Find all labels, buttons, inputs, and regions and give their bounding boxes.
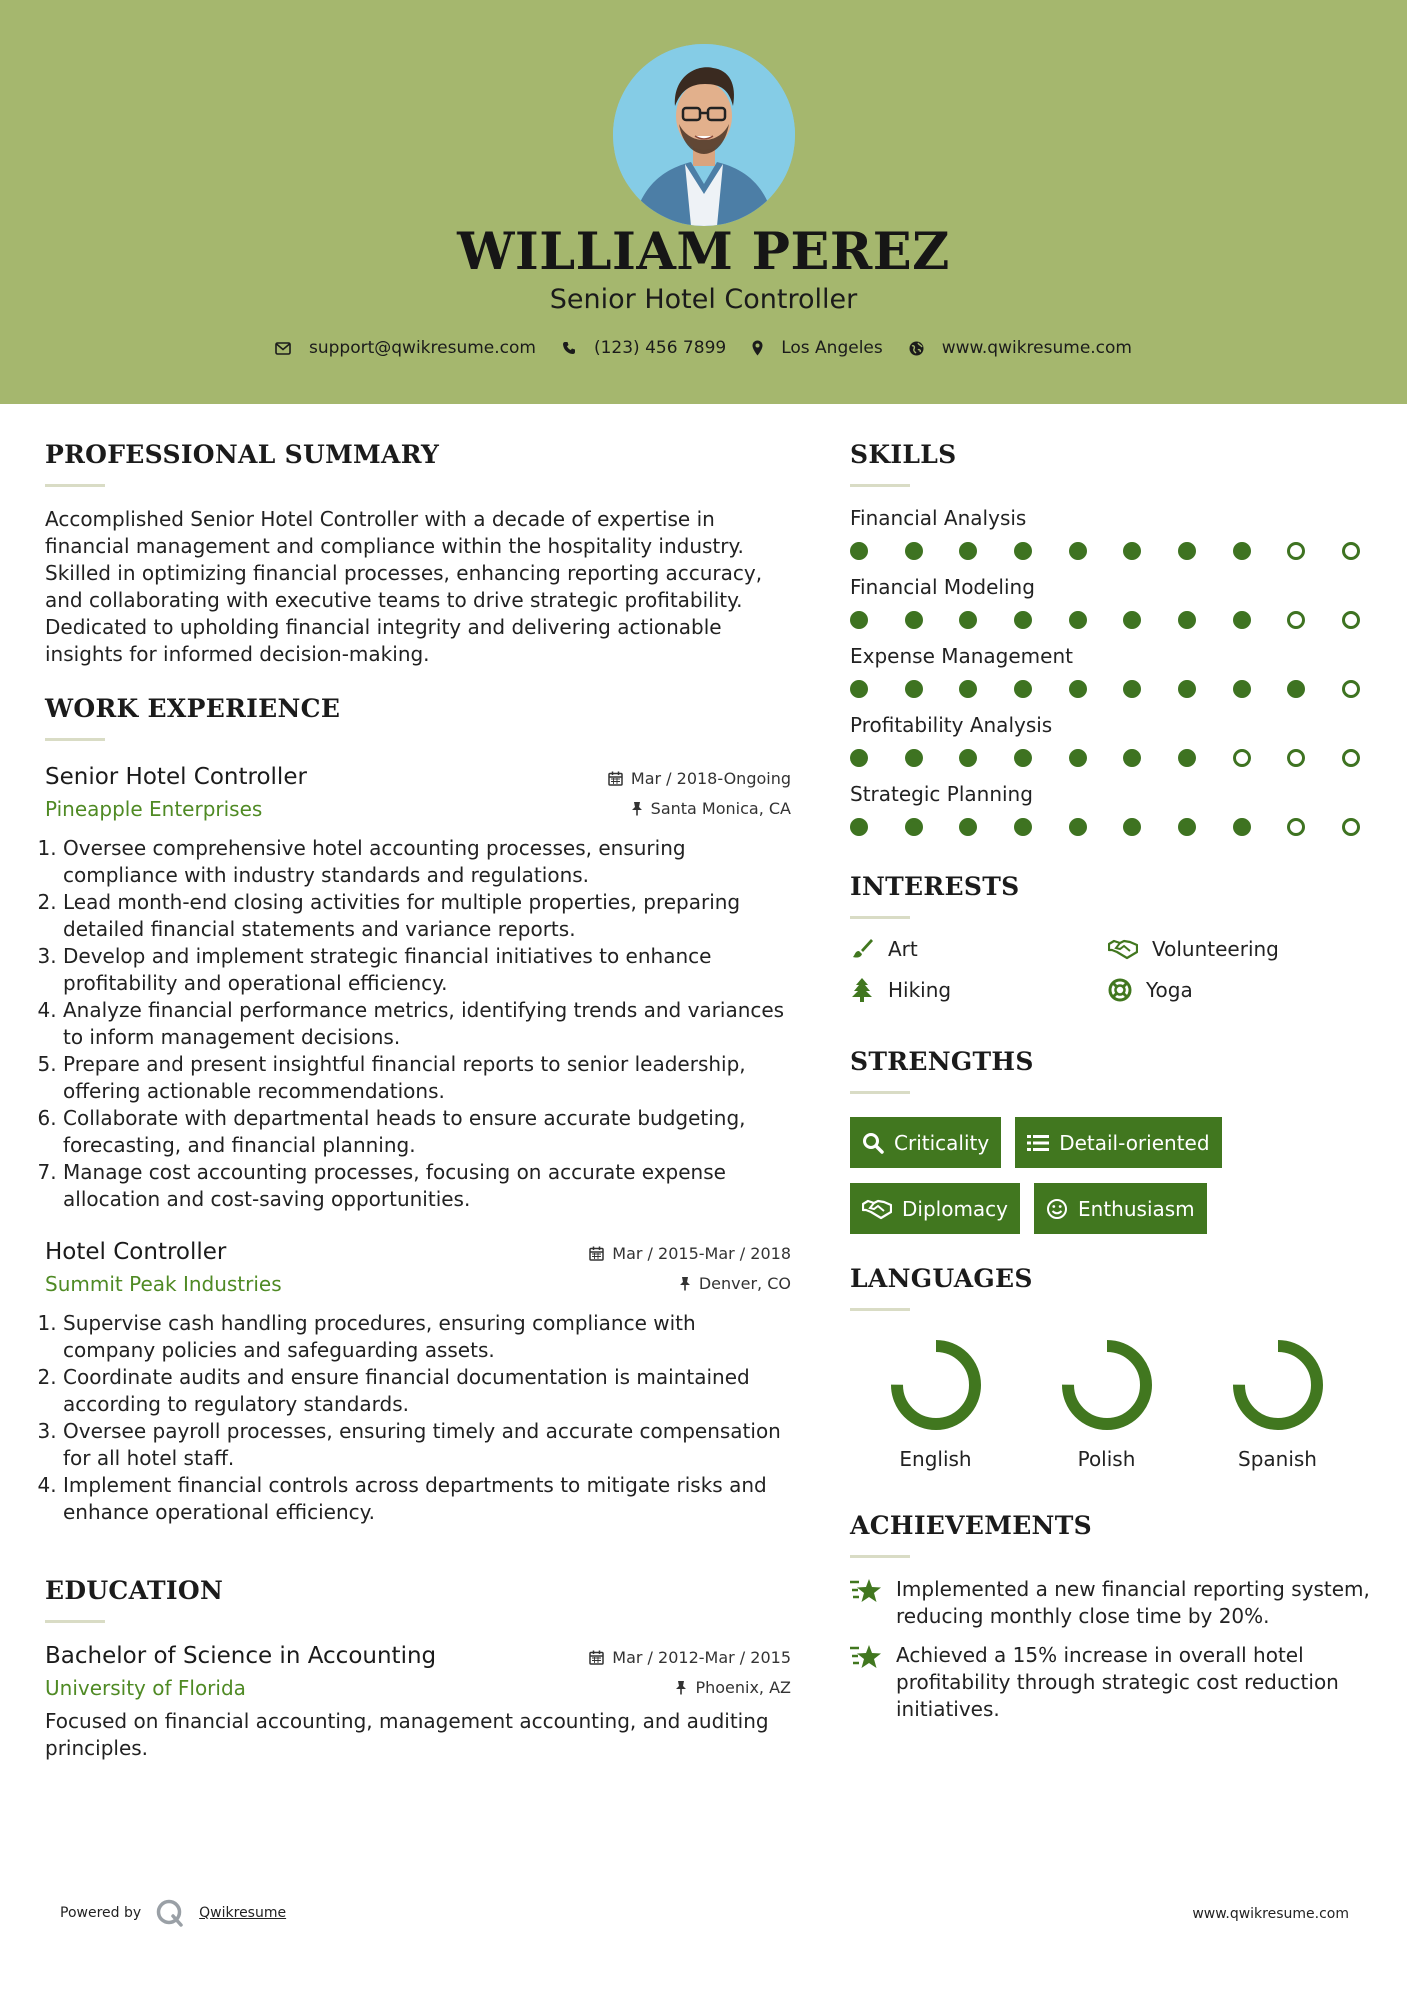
skill-dot-filled (1178, 542, 1196, 560)
languages-list (850, 1339, 1370, 1471)
strength-label: Enthusiasm (1078, 1196, 1195, 1221)
qwikresume-link[interactable]: Qwikresume (199, 1905, 287, 1921)
strengths-heading: STRENGTHS (850, 1047, 1034, 1076)
job-dates (589, 1244, 791, 1263)
skill-dot-empty (1233, 749, 1251, 767)
skill-name: Financial Analysis (850, 506, 1027, 530)
profile-photo (613, 44, 795, 226)
strength-badge (850, 1117, 1001, 1168)
pushpin-icon (679, 1276, 691, 1291)
skill-dot-filled (905, 611, 923, 629)
skill-name: Financial Modeling (850, 575, 1035, 599)
skill-name: Strategic Planning (850, 782, 1033, 806)
job-title: Hotel Controller (45, 1239, 227, 1265)
summary-heading: PROFESSIONAL SUMMARY (45, 440, 440, 469)
section-divider (45, 738, 105, 741)
handshake-icon (862, 1198, 892, 1220)
education-subheader (45, 1676, 791, 1700)
calendar-icon (589, 1246, 604, 1261)
skill-dot-filled (850, 611, 868, 629)
candidate-title: Senior Hotel Controller (549, 284, 858, 315)
skill-dot-filled (1123, 611, 1141, 629)
footer-branding (60, 1898, 286, 1928)
skill-dot-filled (1014, 749, 1032, 767)
contact-website[interactable] (909, 338, 1132, 358)
skills-heading: SKILLS (850, 440, 957, 469)
interest-label: Yoga (1146, 978, 1193, 1002)
right-column (850, 440, 1370, 1723)
footer-website[interactable]: www.qwikresume.com (1192, 1906, 1349, 1922)
education-location (675, 1678, 791, 1697)
interests-section (850, 872, 1370, 1003)
job-entry (45, 1239, 791, 1526)
contact-location-text: Los Angeles (781, 338, 883, 358)
skill-dot-filled (850, 680, 868, 698)
skill-dot-filled (905, 542, 923, 560)
search-icon (862, 1132, 884, 1154)
skill-dot-filled (905, 749, 923, 767)
list-item: 2. Lead month-end closing activities for multiple properties, preparing detailed financial statements and variance reports. (63, 889, 791, 943)
skill-name: Expense Management (850, 644, 1073, 668)
achievements-heading: ACHIEVEMENTS (850, 1511, 1092, 1540)
pushpin-icon (675, 1680, 687, 1695)
language-progress-ring (1232, 1339, 1324, 1431)
list-item: 3. Develop and implement strategic financial initiatives to enhance profitability and operational efficiency. (63, 943, 791, 997)
skill-dot-empty (1287, 818, 1305, 836)
contact-phone[interactable] (562, 338, 726, 358)
education-header (45, 1643, 791, 1669)
skill-dot-filled (1178, 818, 1196, 836)
list-item: 3. Oversee payroll processes, ensuring timely and accurate compensation for all hotel staff. (63, 1418, 791, 1472)
summary-text: Accomplished Senior Hotel Controller with a decade of expertise in financial management and compliance within the hospitality industry. Skilled in optimizing financial processes, enhancing reporting accuracy, and collaborating with executive teams to drive strategic profitability. Dedicated to upholding financial integrity and delivering actionable insights for informed decision-making. (45, 507, 763, 666)
section-divider (850, 484, 910, 487)
skill-rating (850, 611, 1360, 629)
interest-item (850, 937, 1108, 961)
skill-dot-filled (959, 818, 977, 836)
degree-title: Bachelor of Science in Accounting (45, 1643, 437, 1669)
skill-rating (850, 818, 1360, 836)
strength-label: Diplomacy (902, 1196, 1009, 1221)
list-item: 6. Collaborate with departmental heads to ensure accurate budgeting, forecasting, and financial planning. (63, 1105, 791, 1159)
job-dates (608, 769, 791, 788)
section-divider (850, 1555, 910, 1558)
job-entry (45, 764, 791, 1213)
powered-by-label: Powered by (60, 1905, 142, 1921)
left-column (45, 440, 791, 1762)
interests-heading: INTERESTS (850, 872, 1020, 901)
job-subheader (45, 797, 791, 821)
interest-label: Volunteering (1152, 937, 1279, 961)
skill-dot-filled (1069, 680, 1087, 698)
skill-item (850, 575, 1370, 629)
skill-dot-filled (1233, 818, 1251, 836)
globe-icon (909, 341, 924, 356)
language-name: English (899, 1447, 972, 1471)
skill-dot-empty (1342, 749, 1360, 767)
languages-heading: LANGUAGES (850, 1264, 1033, 1293)
skill-dot-empty (1342, 680, 1360, 698)
calendar-icon (589, 1650, 604, 1665)
strength-badge (850, 1183, 1020, 1234)
achievement-item (850, 1642, 1370, 1723)
skill-dot-filled (1123, 542, 1141, 560)
education-section (45, 1576, 791, 1762)
skill-dot-filled (1287, 680, 1305, 698)
skill-dot-filled (905, 680, 923, 698)
skill-dot-filled (1123, 749, 1141, 767)
education-location-text: Phoenix, AZ (695, 1678, 791, 1697)
job-dates-text: Mar / 2015-Mar / 2018 (612, 1244, 791, 1263)
job-header (45, 764, 791, 790)
section-divider (850, 1091, 910, 1094)
list-item: 7. Manage cost accounting processes, focusing on accurate expense allocation and cost-saving opportunities. (63, 1159, 791, 1213)
job-location (631, 799, 791, 818)
achievement-text: Implemented a new financial reporting system, reducing monthly close time by 20%. (896, 1577, 1370, 1628)
achievements-list (850, 1576, 1370, 1723)
strength-label: Criticality (894, 1130, 990, 1155)
duties-list (45, 835, 791, 1213)
strengths-list (850, 1117, 1370, 1234)
language-name: Spanish (1238, 1447, 1317, 1471)
paintbrush-icon (850, 937, 874, 961)
skill-dot-filled (1178, 749, 1196, 767)
phone-icon (562, 341, 576, 355)
skill-item (850, 713, 1370, 767)
skill-rating (850, 680, 1360, 698)
skill-dot-filled (850, 818, 868, 836)
skill-dot-filled (1069, 611, 1087, 629)
experience-section (45, 694, 791, 1526)
star-icon (850, 1578, 882, 1604)
job-location-text: Denver, CO (698, 1274, 791, 1293)
qwikresume-logo-icon (155, 1898, 185, 1928)
strength-label: Detail-oriented (1059, 1130, 1210, 1155)
calendar-icon (608, 771, 623, 786)
skill-name: Profitability Analysis (850, 713, 1053, 737)
education-dates-text: Mar / 2012-Mar / 2015 (612, 1648, 791, 1667)
skill-item (850, 782, 1370, 836)
strength-badge (1015, 1117, 1221, 1168)
skill-dot-filled (1014, 611, 1032, 629)
skill-dot-filled (959, 611, 977, 629)
duties-list (45, 1310, 791, 1526)
company-name: Summit Peak Industries (45, 1272, 282, 1296)
achievement-text: Achieved a 15% increase in overall hotel profitability through strategic cost reduction initiatives. (896, 1643, 1339, 1721)
job-subheader (45, 1272, 791, 1296)
school-name: University of Florida (45, 1676, 246, 1700)
list-item: 4. Analyze financial performance metrics, identifying trends and variances to inform management decisions. (63, 997, 791, 1051)
skill-dot-filled (850, 542, 868, 560)
skill-dot-filled (1069, 749, 1087, 767)
envelope-icon (275, 342, 291, 355)
skill-dot-filled (1014, 542, 1032, 560)
section-divider (850, 916, 910, 919)
pushpin-icon (631, 801, 643, 816)
skill-dot-filled (1178, 611, 1196, 629)
skill-dot-filled (1233, 680, 1251, 698)
skill-dot-empty (1342, 818, 1360, 836)
skill-item (850, 506, 1370, 560)
skill-dot-empty (1287, 611, 1305, 629)
interest-item (1108, 977, 1348, 1003)
skill-dot-filled (1178, 680, 1196, 698)
section-divider (45, 484, 105, 487)
language-item (1192, 1339, 1363, 1471)
interest-item (850, 977, 1108, 1003)
list-item: 1. Oversee comprehensive hotel accounting processes, ensuring compliance with industry standards and regulations. (63, 835, 791, 889)
contact-bar (0, 338, 1407, 358)
smile-icon (1046, 1198, 1068, 1220)
skill-dot-filled (1233, 542, 1251, 560)
achievement-item (850, 1576, 1370, 1630)
skill-dot-filled (1233, 611, 1251, 629)
job-title: Senior Hotel Controller (45, 764, 307, 790)
skill-dot-filled (850, 749, 868, 767)
skill-dot-filled (1069, 542, 1087, 560)
skill-item (850, 644, 1370, 698)
lifebuoy-icon (1108, 978, 1132, 1002)
skills-section (850, 440, 1370, 836)
language-item (1021, 1339, 1192, 1471)
skill-dot-filled (959, 749, 977, 767)
section-divider (850, 1308, 910, 1311)
skills-list (850, 506, 1370, 836)
candidate-name: WILLIAM PEREZ (457, 222, 950, 282)
resume-header (0, 0, 1407, 404)
summary-section (45, 440, 791, 668)
skill-dot-filled (1014, 818, 1032, 836)
skill-dot-filled (959, 680, 977, 698)
list-icon (1027, 1134, 1049, 1152)
experience-heading: WORK EXPERIENCE (45, 694, 341, 723)
section-divider (45, 1620, 105, 1623)
handshake-icon (1108, 938, 1138, 960)
interest-label: Hiking (888, 978, 952, 1002)
job-location (679, 1274, 791, 1293)
skill-rating (850, 749, 1360, 767)
interest-item (1108, 937, 1348, 961)
job-location-text: Santa Monica, CA (650, 799, 791, 818)
contact-email-text: support@qwikresume.com (309, 338, 536, 358)
skill-dot-filled (1069, 818, 1087, 836)
list-item: 1. Supervise cash handling procedures, ensuring compliance with company policies and safeguarding assets. (63, 1310, 791, 1364)
strengths-section (850, 1047, 1370, 1234)
skill-dot-empty (1342, 542, 1360, 560)
skill-dot-empty (1287, 542, 1305, 560)
skill-dot-filled (1014, 680, 1032, 698)
map-pin-icon (752, 340, 763, 356)
star-icon (850, 1644, 882, 1670)
language-progress-ring (890, 1339, 982, 1431)
skill-rating (850, 542, 1360, 560)
contact-location (752, 338, 883, 358)
contact-phone-text: (123) 456 7899 (593, 338, 727, 358)
language-progress-ring (1061, 1339, 1153, 1431)
education-heading: EDUCATION (45, 1576, 224, 1605)
skill-dot-filled (1123, 818, 1141, 836)
languages-section (850, 1264, 1370, 1471)
language-item (850, 1339, 1021, 1471)
achievements-section (850, 1511, 1370, 1723)
list-item: 2. Coordinate audits and ensure financial documentation is maintained according to regulatory standards. (63, 1364, 791, 1418)
education-dates (589, 1648, 791, 1667)
company-name: Pineapple Enterprises (45, 797, 263, 821)
strength-badge (1034, 1183, 1207, 1234)
interests-list (850, 937, 1370, 1003)
job-dates-text: Mar / 2018-Ongoing (630, 769, 791, 788)
list-item: 5. Prepare and present insightful financial reports to senior leadership, offering actionable recommendations. (63, 1051, 791, 1105)
language-name: Polish (1077, 1447, 1136, 1471)
skill-dot-filled (959, 542, 977, 560)
skill-dot-filled (905, 818, 923, 836)
skill-dot-filled (1123, 680, 1141, 698)
contact-website-text: www.qwikresume.com (941, 338, 1132, 358)
skill-dot-empty (1287, 749, 1305, 767)
skill-dot-empty (1342, 611, 1360, 629)
education-description: Focused on financial accounting, management accounting, and auditing principles. (45, 1709, 769, 1760)
contact-email[interactable] (275, 338, 536, 358)
interest-label: Art (888, 937, 918, 961)
tree-icon (850, 977, 874, 1003)
list-item: 4. Implement financial controls across departments to mitigate risks and enhance operational efficiency. (63, 1472, 791, 1526)
job-header (45, 1239, 791, 1265)
